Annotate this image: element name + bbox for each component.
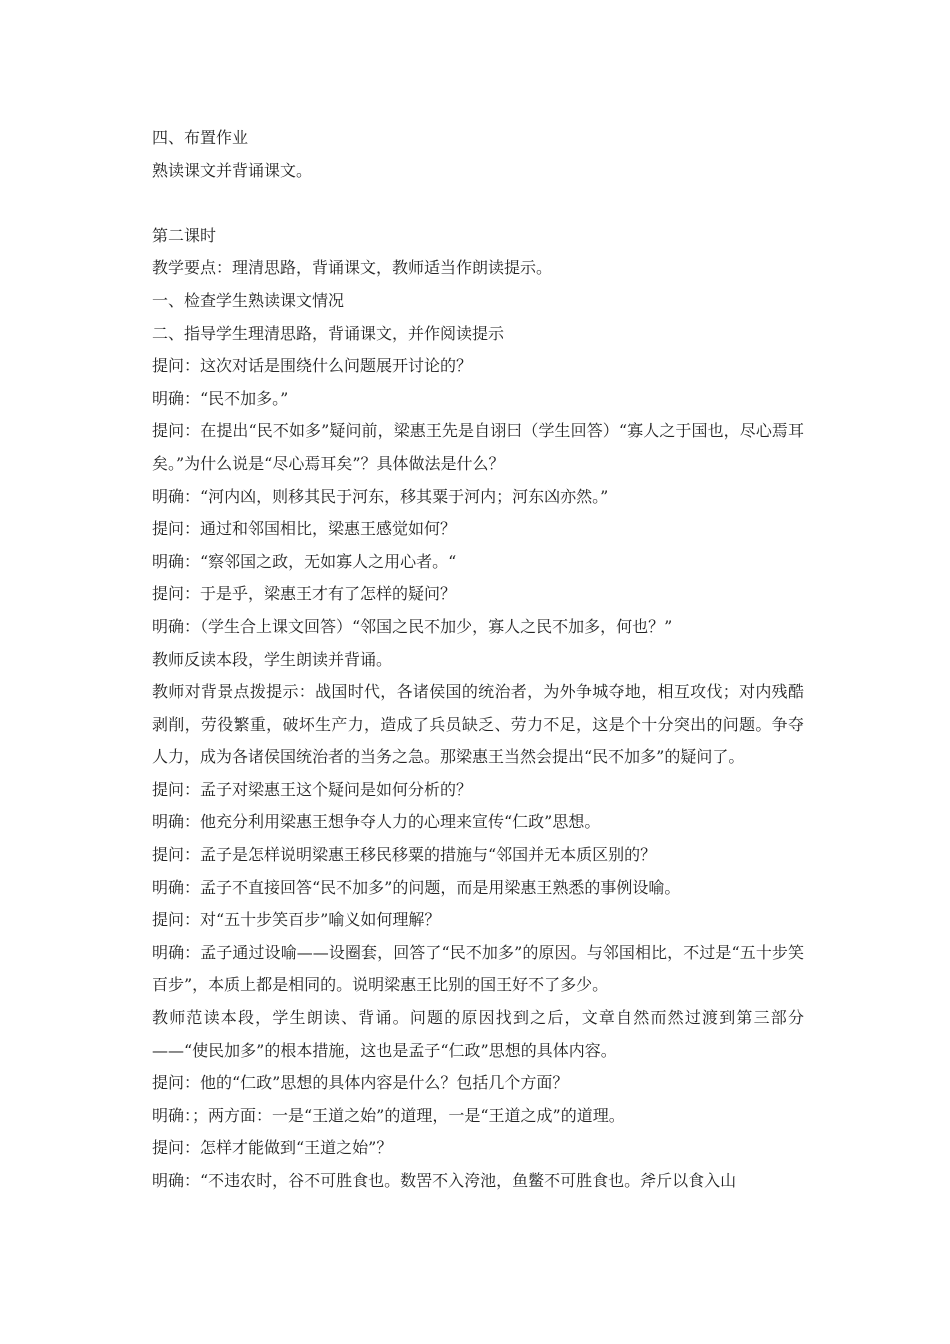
text-line: 提问：通过和邻国相比，梁惠王感觉如何？ xyxy=(152,519,457,539)
text-line: 一、检查学生熟读课文情况 xyxy=(152,290,345,310)
text-line: 明确：孟子不直接回答“民不加多”的问题，而是用梁惠王熟悉的事例设喻。 xyxy=(152,877,681,897)
text-line: 明确：“河内凶，则移其民于河东，移其粟于河内；河东凶亦然。” xyxy=(152,486,609,506)
text-paragraph: 教师范读本段，学生朗读、背诵。问题的原因找到之后，文章自然而然过渡到第三部分——“使民加多”的根本措施，这也是孟子“仁政”思想的具体内容。 xyxy=(152,1008,804,1060)
text-line: 明确：；两方面：一是“王道之始”的道理，一是“王道之成”的道理。 xyxy=(152,1105,625,1125)
text-line: 提问：孟子是怎样说明梁惠王移民移粟的措施与“邻国并无本质区别的？ xyxy=(152,845,657,865)
text-line: 提问：孟子对梁惠王这个疑问是如何分析的？ xyxy=(152,779,473,799)
text-line: 提问：怎样才能做到“王道之始”？ xyxy=(152,1138,393,1158)
text-line: 熟读课文并背诵课文。 xyxy=(152,160,313,180)
text-line: 提问：他的“仁政”思想的具体内容是什么？包括几个方面？ xyxy=(152,1073,569,1093)
text-line: 二、指导学生理清思路，背诵课文，并作阅读提示 xyxy=(152,323,505,343)
text-line: 明确：“民不加多。” xyxy=(152,388,289,408)
text-line: 明确：（学生合上课文回答）“邻国之民不加少，寡人之民不加多，何也？” xyxy=(152,616,673,636)
text-paragraph: 提问：在提出“民不如多”疑问前，梁惠王先是自诩曰（学生回答）“寡人之于国也，尽心焉耳矣。”为什么说是“尽心焉耳矣”？具体做法是什么？ xyxy=(152,421,804,473)
blank-line xyxy=(152,187,804,220)
section-heading-assignment: 四、布置作业 xyxy=(152,128,249,147)
text-line: 明确：“不违农时，谷不可胜食也。数罟不入洿池，鱼鳖不可胜食也。斧斤以食入山 xyxy=(152,1171,737,1190)
text-line: 教学要点：理清思路，背诵课文，教师适当作朗读提示。 xyxy=(152,258,553,278)
text-paragraph: 明确：孟子通过设喻——设圈套，回答了“民不加多”的原因。与邻国相比，不过是“五十步笑百步”，本质上都是相同的。说明梁惠王比别的国王好不了多少。 xyxy=(152,942,804,995)
document-body xyxy=(152,122,804,1198)
text-paragraph: 教师对背景点拨提示：战国时代，各诸侯国的统治者，为外争城夺地，相互攻伐；对内残酷剥削，劳役繁重，破坏生产力，造成了兵员缺乏、劳力不足，这是个十分突出的问题。争夺人力，成为各诸侯国统治者的当务之急。那梁惠王当然会提出“民不加多”的疑问了。 xyxy=(152,682,804,767)
text-line: 明确：“察邻国之政，无如寡人之用心者。“ xyxy=(152,551,457,571)
lesson-heading: 第二课时 xyxy=(152,225,217,245)
text-line: 提问：对“五十步笑百步”喻义如何理解？ xyxy=(152,910,441,930)
text-line: 明确：他充分利用梁惠王想争夺人力的心理来宣传“仁政”思想。 xyxy=(152,812,601,832)
text-line: 提问：于是乎，梁惠王才有了怎样的疑问？ xyxy=(152,584,457,604)
text-line: 教师反读本段，学生朗读并背诵。 xyxy=(152,649,393,669)
text-line: 提问：这次对话是围绕什么问题展开讨论的？ xyxy=(152,356,473,376)
